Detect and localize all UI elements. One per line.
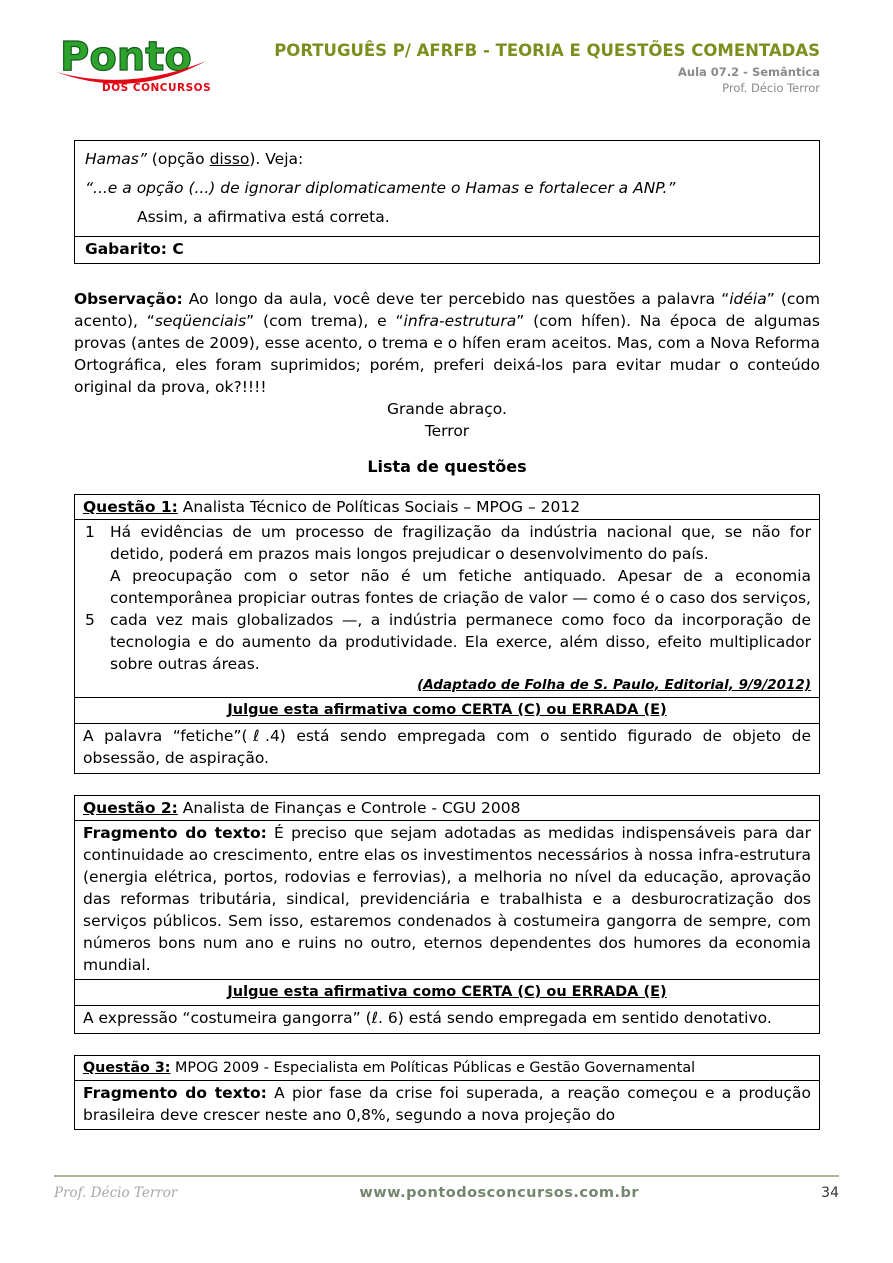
- hamas-post-text: ). Veja:: [249, 150, 304, 168]
- word-sequenciais: seqüenciais: [154, 312, 247, 330]
- page-content: [74, 140, 820, 1130]
- line-number-5: 5: [85, 611, 95, 629]
- q3-fragment: [75, 1081, 819, 1129]
- q1-judge-text: Julgue esta afirmativa como CERTA (C) ou ERRADA (E): [227, 702, 667, 718]
- q2-fragment-text: É preciso que sejam adotadas as medidas indispensáveis para dar continuidade ao crescimento, entre elas os investimentos necessários à nossa infra-estrutura (energia elétrica, portos, rodovias e ferrovias), a melhoria no nível da educação, aprovação das reformas tributária, sindical, previdenciária e trabalhista e a desburocratização dos serviços públicos. Sem isso, estaremos condenados à costumeira gangorra de sempre, com números bons num ano e ruins no outro, eternos dependentes dos humores da economia mundial.: [83, 824, 811, 974]
- word-ideia: idéia: [729, 290, 767, 308]
- gabarito-row: Gabarito: C: [75, 236, 819, 263]
- question-2-title: Analista de Finanças e Controle - CGU 2008: [177, 799, 521, 817]
- question-2-table: [74, 795, 820, 1034]
- observacao-text-1: Ao longo da aula, você deve ter percebido nas questões a palavra “: [182, 290, 730, 308]
- hamas-line: [85, 148, 809, 170]
- q2-judge-instruction: [75, 980, 819, 1006]
- question-1-text: [110, 521, 811, 675]
- question-3-label: Questão 3:: [83, 1060, 171, 1076]
- ponto-logo-image: [52, 28, 214, 96]
- logo-text: Ponto: [60, 34, 192, 80]
- q2-statement: A expressão “costumeira gangorra” (ℓ. 6) está sendo empregada em sentido denotativo.: [83, 1009, 772, 1027]
- question-1-header: [75, 495, 819, 520]
- q3-fragment-text: A pior fase da crise foi superada, a reação começou e a produção brasileira deve crescer neste ano 0,8%, segundo a nova projeção do: [83, 1084, 812, 1124]
- observacao-label: Observação:: [74, 290, 183, 308]
- logo-subtext: DOS CONCURSOS: [102, 82, 212, 94]
- q1-paragraph-1: Há evidências de um processo de fragilização da indústria nacional que, se não for detido, poderá em prazos mais longos prejudicar o desenvolvimento do país.: [110, 523, 811, 563]
- q2-judge-text: Julgue esta afirmativa como CERTA (C) ou ERRADA (E): [227, 984, 667, 1000]
- observacao-text-4: ” (com hífen). Na época de algumas provas (antes de 2009), esse acento, o trema e o hífen eram aceitos. Mas, com a Nova Reforma Ortográfica, eles foram suprimidos; porém, preferi deixá-los para evitar mudar o conteúdo original da prova, ok?!!!!: [74, 312, 820, 396]
- observacao-paragraph: [74, 288, 820, 398]
- disso-underlined: disso: [209, 150, 250, 168]
- footer-divider: [54, 1175, 839, 1177]
- q2-fragment: [75, 821, 819, 980]
- page-footer: [0, 1175, 893, 1263]
- question-1-text-block: [75, 520, 819, 698]
- footer-professor: Prof. Décio Terror: [54, 1185, 178, 1201]
- closing-abraco: Grande abraço.: [387, 400, 507, 418]
- professor-name: Prof. Décio Terror: [722, 81, 820, 95]
- ponto-logo: [52, 28, 217, 102]
- q3-fragment-label: Fragmento do texto:: [83, 1084, 267, 1102]
- header-title-block: [274, 28, 820, 102]
- question-3-header: [75, 1056, 819, 1081]
- question-3-title: MPOG 2009 - Especialista em Políticas Públicas e Gestão Governamental: [170, 1060, 696, 1076]
- question-2-label: Questão 2:: [83, 799, 178, 817]
- hamas-mid-text: (opção: [146, 150, 210, 168]
- gabarito-box: [74, 140, 820, 264]
- closing-terror: Terror: [424, 422, 470, 440]
- footer-page-number: 34: [821, 1185, 839, 1201]
- question-1-table: [74, 494, 820, 774]
- footer-website: www.pontodosconcursos.com.br: [359, 1185, 640, 1201]
- page-header: [0, 0, 893, 102]
- hamas-word: Hamas”: [85, 150, 147, 168]
- q1-judge-instruction: [75, 698, 819, 724]
- word-infra-estrutura: infra-estrutura: [403, 312, 517, 330]
- footer-row: [54, 1182, 839, 1204]
- course-title: PORTUGUÊS P/ AFRFB - TEORIA E QUESTÕES COMENTADAS: [274, 41, 820, 60]
- question-3-table: [74, 1055, 820, 1130]
- q1-paragraph-2: A preocupação com o setor não é um fetiche antiquado. Apesar de a economia contemporânea propiciar outras fontes de criação de valor — como é o caso dos serviços, cada vez mais globalizados —, a indústria permanece como foco da incorporação de tecnologia e do aumento da produtividade. Ela exerce, além disso, efeito multiplicador sobre outras áreas.: [110, 567, 811, 673]
- observacao-text-2: ” (com acento), “: [74, 290, 820, 330]
- lesson-subtitle: Aula 07.2 - Semântica: [678, 65, 820, 79]
- line-number-1: 1: [85, 523, 95, 541]
- q1-statement: A palavra “fetiche”(ℓ.4) está sendo empregada com o sentido figurado de objeto de obsessão, de aspiração.: [83, 727, 811, 767]
- conclusion-line: Assim, a afirmativa está correta.: [137, 208, 390, 226]
- lista-de-questoes-heading: Lista de questões: [367, 457, 527, 476]
- gabarito-box-body: [75, 141, 819, 236]
- question-2-header: [75, 796, 819, 821]
- observacao-text-3: ” (com trema), e “: [246, 312, 404, 330]
- quote-line: “...e a opção (...) de ignorar diplomaticamente o Hamas e fortalecer a ANP.”: [85, 179, 676, 197]
- question-1-label: Questão 1:: [83, 498, 178, 516]
- question-1-title: Analista Técnico de Políticas Sociais – MPOG – 2012: [177, 498, 581, 516]
- q1-attribution: (Adaptado de Folha de S. Paulo, Editorial, 9/9/2012): [417, 677, 811, 693]
- q2-fragment-label: Fragmento do texto:: [83, 824, 267, 842]
